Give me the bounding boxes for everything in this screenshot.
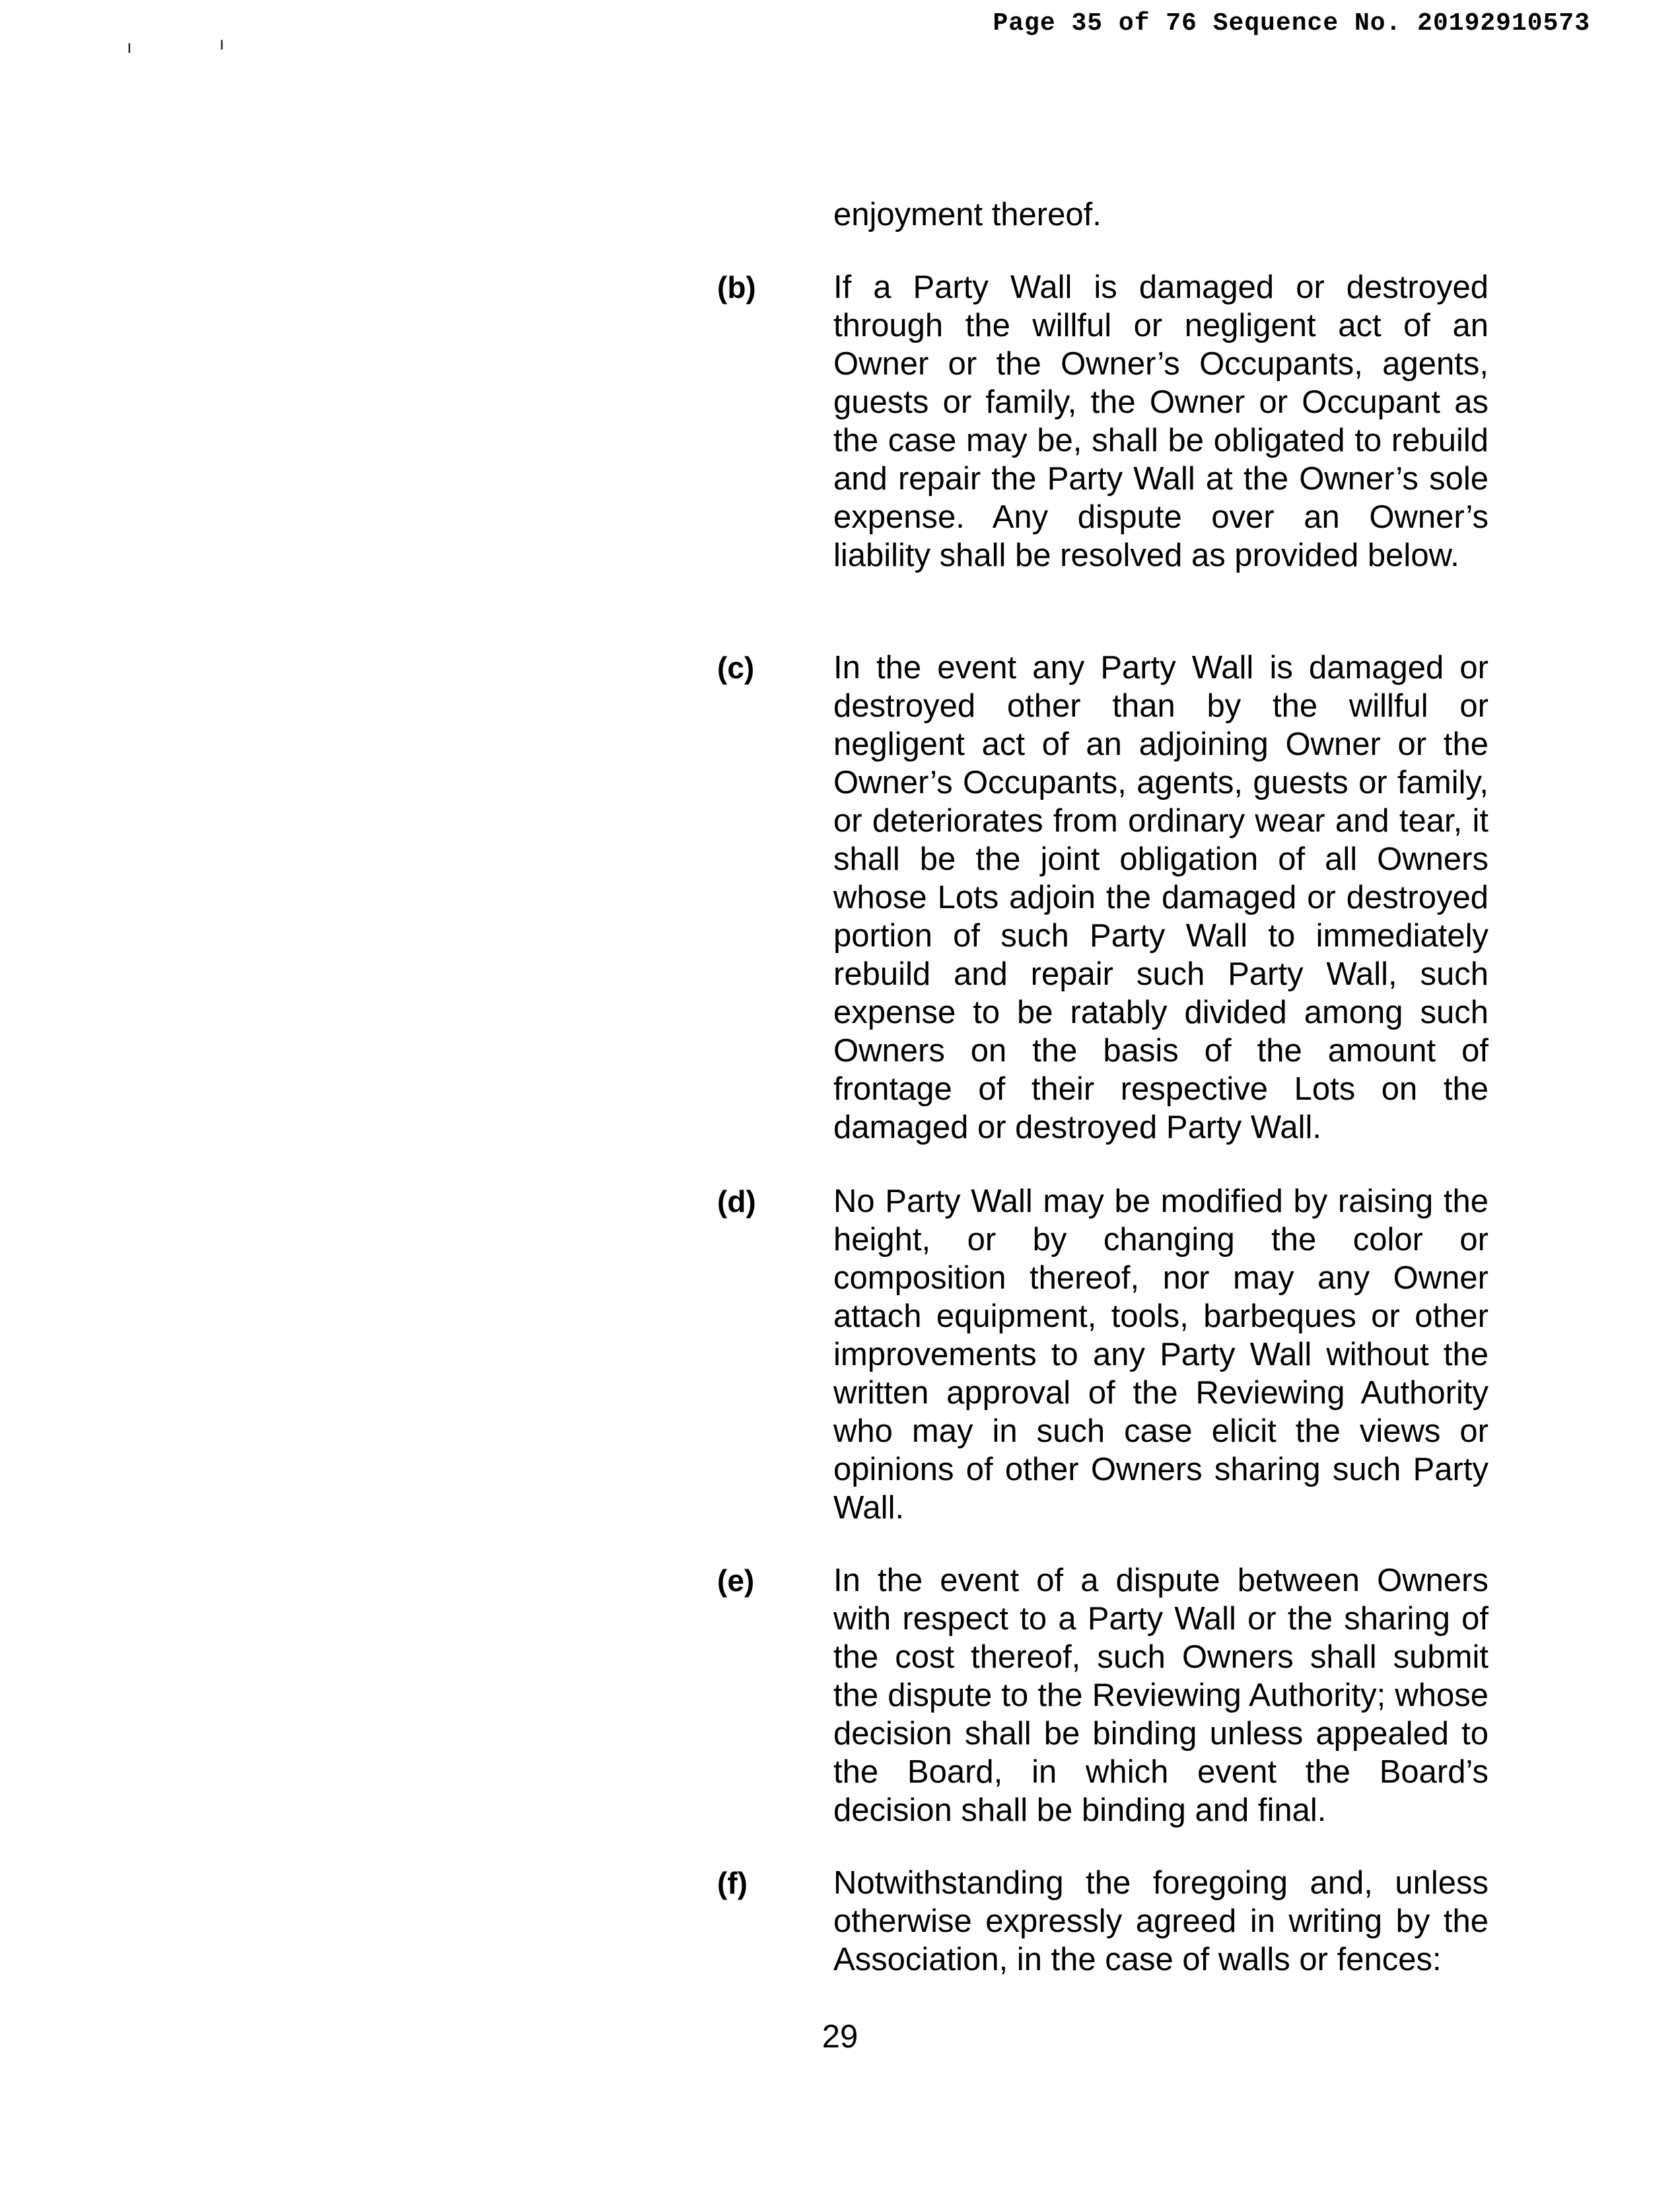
clause-text: If a Party Wall is damaged or destroyed through the willful or negligent act of an Owner or the Owner’s Occupants, agents, guests or family, the Owner or Occupant as the case may be, shall be obligated to rebuild and repair the Party Wall at the Owner’s sole expense. Any dispute over an Owner’s liability shall be resolved as provided below. [833, 269, 1488, 573]
clause-label: (c) [717, 651, 755, 685]
clause-label: (b) [717, 270, 756, 304]
clause-text: In the event of a dispute between Owners with respect to a Party Wall or the sharing of the cost thereof, such Owners shall submit the dispute to the Reviewing Authority; whose decision shall be binding unless appealed to the Board, in which event the Board’s decision shall be binding and final. [833, 1563, 1488, 1828]
scan-artifact-mark: ı [219, 33, 225, 53]
scan-artifact-mark: ı [127, 36, 132, 57]
page-sequence-stamp: Page 35 of 76 Sequence No. 20192910573 [993, 9, 1590, 38]
clause-label: (f) [717, 1866, 748, 1900]
page-number: 29 [822, 2019, 858, 2055]
clause-text: No Party Wall may be modified by raising the height, or by changing the color or composition thereof, nor may any Owner attach equipment, tools, barbeques or other improvements to any Party Wall without the written approval of the Reviewing Authority who may in such case elicit the views or opinions of other Owners sharing such Party Wall. [833, 1184, 1488, 1526]
continued-text: enjoyment thereof. [833, 197, 1102, 232]
clause-label: (e) [717, 1563, 755, 1598]
clause-text: Notwithstanding the foregoing and, unless otherwise expressly agreed in writing by the Association, in the case of walls or fences: [833, 1865, 1488, 1977]
clause-text: In the event any Party Wall is damaged or destroyed other than by the willful or negligent act of an adjoining Owner or the Owner’s Occupants, agents, guests or family, or deteriorates from ordinary wear and tear, it shall be the joint obligation of all Owners whose Lots adjoin the damaged or destroyed portion of such Party Wall to immediately rebuild and repair such Party Wall, such expense to be ratably divided among such Owners on the basis of the amount of frontage of their respective Lots on the damaged or destroyed Party Wall. [833, 650, 1488, 1145]
clause-label: (d) [717, 1184, 756, 1219]
